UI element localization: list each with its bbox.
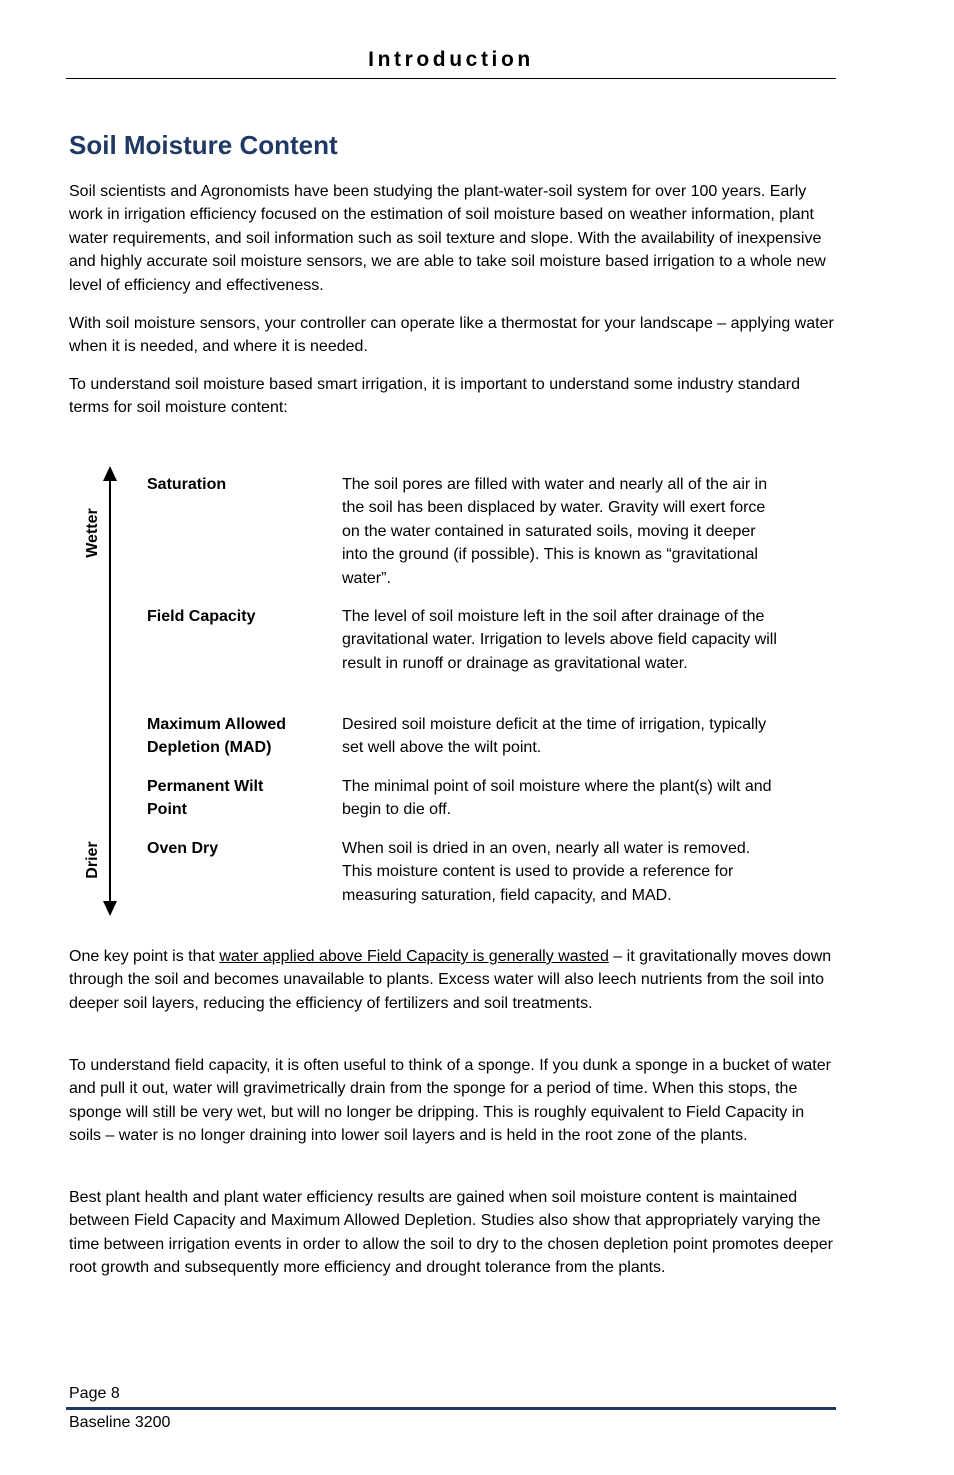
key-point-lead: One key point is that: [69, 948, 220, 965]
intro-paragraph-2: With soil moisture sensors, your controller can operate like a thermostat for your landscape – applying water when it is needed, and where it is needed.: [69, 315, 834, 356]
page-number: Page 8: [69, 1385, 120, 1402]
intro-paragraph-3: To understand soil moisture based smart irrigation, it is important to understand some industry standard terms for soil moisture content:: [69, 376, 801, 417]
definition-saturation: The soil pores are filled with water and nearly all of the air in the soil has been displaced by water. Gravity will exert force on the water contained in saturated soils, moving it deeper into the ground (if possible). This is known as “gravitational water”.: [342, 476, 768, 587]
intro-paragraph-1: Soil scientists and Agronomists have been studying the plant-water-soil system for over 100 years. Early work in irrigation efficiency focused on the estimation of soil moisture based on weather information, plant water requirements, and soil information such as soil texture and slope. With the availability of inexpensive and highly accurate soil moisture sensors, we are able to take soil moisture based irrigation to a whole new level of efficiency and effectiveness.: [69, 183, 826, 294]
key-point-emphasis: water applied above Field Capacity is generally wasted: [219, 948, 609, 965]
footer-divider: [66, 1407, 836, 1410]
key-point-rest: – it gravitationally moves down through the soil and becomes unavailable to plants. Excess water will also leech nutrients from the soil into deeper soil layers, reducing the efficiency of fertilizers and soil treatments.: [69, 948, 832, 1012]
sponge-paragraph: To understand field capacity, it is often useful to think of a sponge. If you dunk a sponge in a bucket of water and pull it out, water will gravimetrically drain from the sponge for a period of time. When this stops, the sponge will still be very wet, but will no longer be dripping. This is roughly equivalent to Field Capacity in soils – water is no longer draining into lower soil layers and is held in the root zone of the plants.: [69, 1057, 831, 1145]
term-field-capacity: Field Capacity: [147, 608, 256, 625]
plant-health-paragraph: Best plant health and plant water efficiency results are gained when soil moisture content is maintained between Field Capacity and Maximum Allowed Depletion. Studies also show that appropriately varying the time between irrigation events in order to allow the soil to dry to the chosen depletion point promotes deeper root growth and subsequently more efficiency and drought tolerance from the plants.: [69, 1189, 833, 1277]
section-heading: Soil Moisture Content: [69, 130, 338, 160]
wetter-label: Wetter: [84, 508, 101, 558]
definition-mad: Desired soil moisture deficit at the time of irrigation, typically set well above the wilt point.: [342, 716, 767, 757]
product-name: Baseline 3200: [69, 1414, 171, 1431]
header-divider: [66, 78, 836, 79]
key-point-paragraph: [69, 945, 837, 1015]
term-mad: Maximum Allowed Depletion (MAD): [147, 716, 286, 757]
page-header-title: Introduction: [368, 48, 534, 71]
arrow-down-icon: [103, 901, 117, 916]
definition-field-capacity: The level of soil moisture left in the soil after drainage of the gravitational water. Irrigation to levels above field capacity will result in runoff or drainage as gravitational water.: [342, 608, 777, 672]
definition-permanent-wilt-point: The minimal point of soil moisture where the plant(s) wilt and begin to die off.: [342, 778, 772, 819]
term-saturation: Saturation: [147, 476, 227, 493]
drier-label: Drier: [84, 841, 101, 879]
moisture-axis-line: [109, 476, 111, 908]
term-permanent-wilt-point: Permanent Wilt Point: [147, 778, 264, 819]
term-oven-dry: Oven Dry: [147, 840, 219, 857]
definition-oven-dry: When soil is dried in an oven, nearly all water is removed. This moisture content is used to provide a reference for measuring saturation, field capacity, and MAD.: [342, 840, 751, 904]
